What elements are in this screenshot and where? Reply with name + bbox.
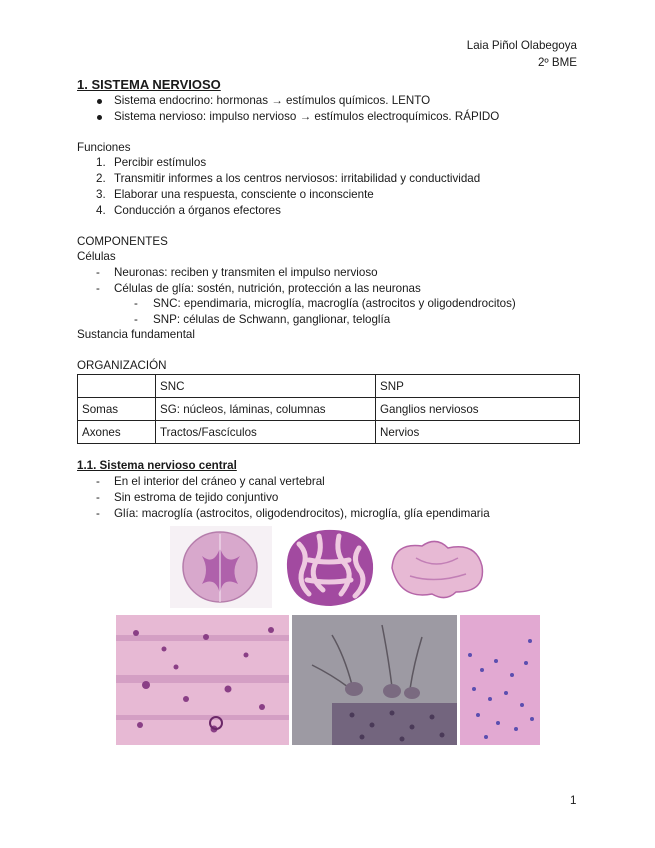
table-header-cell: SNP [376,375,580,398]
table-row [78,398,580,421]
list-item: SNP: células de Schwann, ganglionar, teloglía [153,313,391,326]
funciones-heading: Funciones [77,141,131,154]
cerebellum-image [279,524,379,610]
subsection-title: 1.1. Sistema nervioso central [77,459,237,472]
dash-marker: - [134,297,138,310]
list-item: Neuronas: reciben y transmiten el impulso nervioso [114,266,378,279]
table-row [78,421,580,444]
table-cell [78,375,156,398]
table-cell: Tractos/Fascículos [156,421,376,444]
list-item: Transmitir informes a los centros nerviosos: irritabilidad y conductividad [114,172,481,185]
list-item: Sin estroma de tejido conjuntivo [114,491,279,504]
section-title: 1. SISTEMA NERVIOSO [77,77,221,92]
list-item: Sistema endocrino: hormonas → estímulos químicos. LENTO [114,94,431,107]
table-cell: Nervios [376,421,580,444]
table-row [78,375,580,398]
list-item: Células de glía: sostén, nutrición, protección a las neuronas [114,282,421,295]
dash-marker: - [96,491,100,504]
list-item: Elaborar una respuesta, consciente o inconsciente [114,188,374,201]
course-label: 2º BME [537,56,577,69]
list-number: 4. [96,204,106,217]
sustancia-label: Sustancia fundamental [77,328,195,341]
list-item: Sistema nervioso: impulso nervioso → estímulos electroquímicos. RÁPIDO [114,110,500,123]
list-item: Glía: macroglía (astrocitos, oligodendrocitos), microglía, glía ependimaria [114,507,490,520]
dash-marker: - [96,282,100,295]
table-cell: Somas [78,398,156,421]
organizacion-heading: ORGANIZACIÓN [77,359,167,372]
organization-table [77,374,580,444]
bullet-dot [97,115,102,120]
brain-section-image [386,536,488,602]
page-number: 1 [570,794,577,807]
dash-marker: - [96,507,100,520]
purkinje-micrograph [292,615,457,745]
list-number: 1. [96,156,106,169]
celulas-label: Células [77,250,116,263]
dash-marker: - [96,266,100,279]
list-item: SNC: ependimaria, microglía, macroglía (astrocitos y oligodendrocitos) [153,297,516,310]
table-cell: Axones [78,421,156,444]
author-name: Laia Piñol Olabegoya [466,39,577,52]
list-item: En el interior del cráneo y canal vertebral [114,475,325,488]
dash-marker: - [96,475,100,488]
table-cell: SG: núcleos, láminas, columnas [156,398,376,421]
bullet-dot [97,99,102,104]
list-item: Percibir estímulos [114,156,207,169]
cortex-micrograph [460,615,540,745]
list-number: 2. [96,172,106,185]
table-cell: Ganglios nerviosos [376,398,580,421]
dash-marker: - [134,313,138,326]
list-number: 3. [96,188,106,201]
spinal-cord-image [170,526,272,608]
componentes-heading: COMPONENTES [77,235,168,248]
table-header-cell: SNC [156,375,376,398]
list-item: Conducción a órganos efectores [114,204,281,217]
astrocytes-micrograph [116,615,289,745]
